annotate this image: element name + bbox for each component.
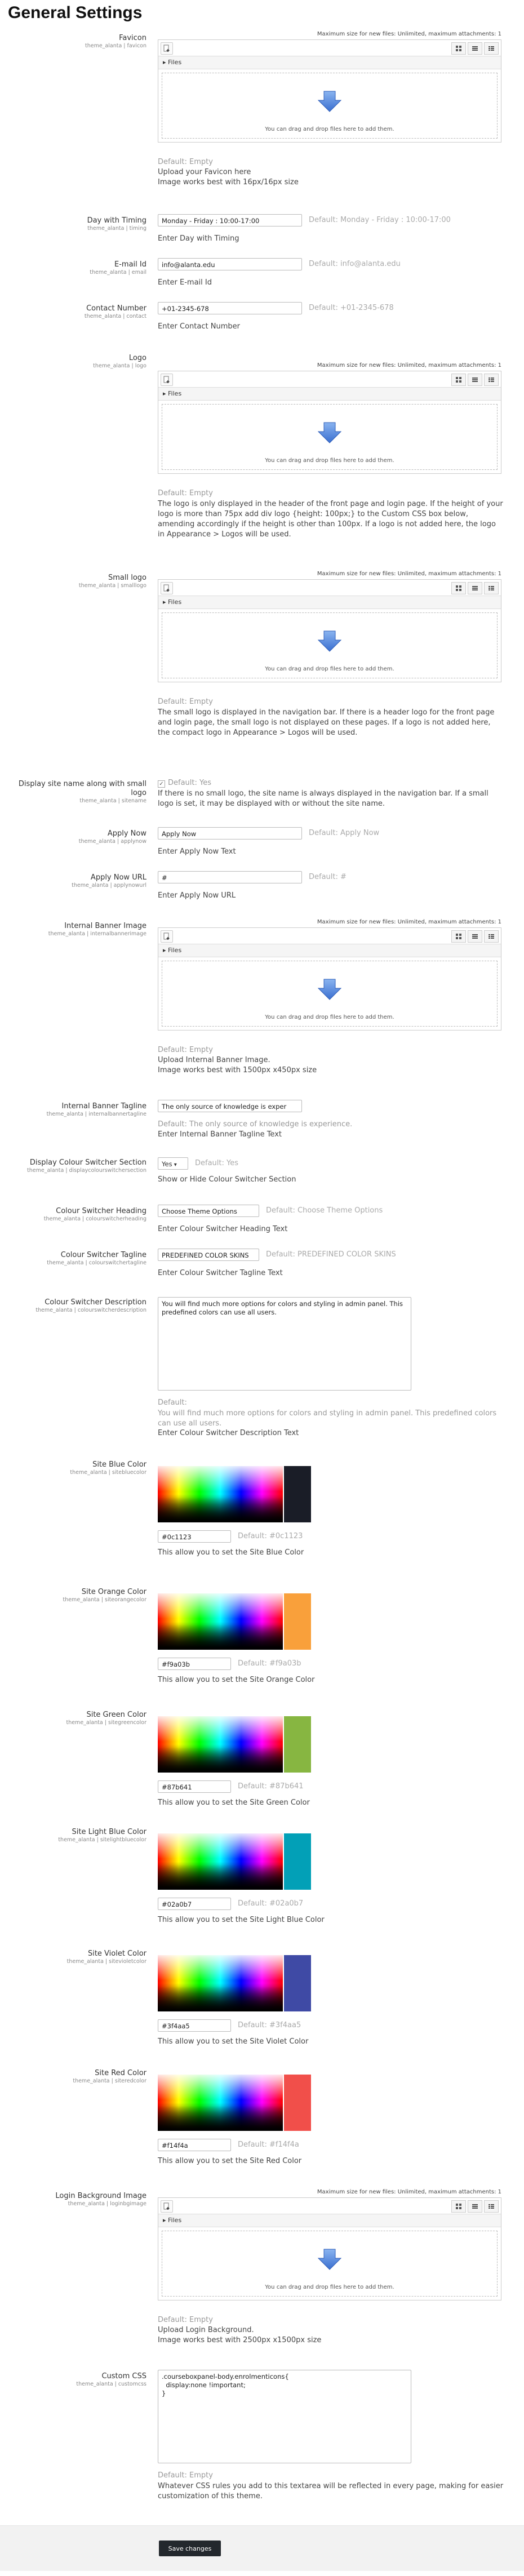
grid-view-icon[interactable] [451,374,466,386]
custom-css-textarea[interactable]: .courseboxpanel-body.enrolmenticons{ display:none !important; } [158,2370,411,2463]
file-manager [158,371,501,474]
site-light-blue-color-default: Default: #02a0b7 [238,1899,304,1908]
site-violet-color-label [6,1949,146,1965]
upload-arrow-icon [317,90,342,115]
switcher-description-default-text: You will find much more options for colors and styling in admin panel. This predefined colors can use all users. [158,1409,497,1428]
apply-now-url-input[interactable]: # [158,871,302,883]
upload-arrow-icon [317,630,342,655]
banner-size-help: Image works best with 1500px x450px size [158,1066,317,1074]
banner-tagline-default: Default: The only source of knowledge is experience. [158,1120,353,1129]
colour-switcher-label-text: Display Colour Switcher Section [29,1158,146,1167]
drop-zone[interactable] [162,961,498,1027]
color-spectrum-shade [158,2075,283,2131]
custom-css-default: Default: Empty [158,2471,213,2480]
switcher-description-default: Default: [158,1398,187,1407]
apply-now-label [6,829,146,845]
view-switcher [450,42,499,55]
grid-view-icon[interactable] [451,2200,466,2213]
site-light-blue-color-label-text: Site Light Blue Color [72,1828,146,1836]
site-orange-color-input[interactable]: #f9a03b [158,1658,231,1670]
site-red-color-help: This allow you to set the Site Red Color [158,2157,302,2165]
site-blue-color-default: Default: #0c1123 [238,1532,303,1540]
login-background-default: Default: Empty [158,2316,213,2324]
login-background-size-help: Image works best with 2500px x1500px size [158,2336,322,2344]
upload-arrow-icon [317,978,342,1003]
site-green-color-input[interactable]: #87b641 [158,1780,231,1793]
site-orange-color-swatch [283,1593,311,1650]
switcher-description-help: Enter Colour Switcher Description Text [158,1429,299,1437]
drop-zone[interactable] [162,612,498,678]
email-label-text: E-mail Id [114,260,146,269]
contact-number-input[interactable]: +01-2345-678 [158,302,302,314]
detail-view-icon[interactable] [484,42,499,55]
drop-zone[interactable] [162,73,498,139]
folder-icon: ▸ [163,59,168,66]
files-label: Files [168,2217,182,2224]
favicon-setting-key: theme_alanta | favicon [85,43,146,49]
logo-help: The logo is only displayed in the header of the front page and login page. If the height of your logo is more than 75px add div logo {height: 100px;} to the Custom CSS box below, amending accordingly if the height is other than 100px. If a logo is not added here, the logo in Appearance > Logos will be used. [158,500,503,539]
favicon-label-text: Favicon [119,34,146,42]
detail-view-icon[interactable] [484,2200,499,2213]
favicon-default: Default: Empty [158,158,213,166]
file-manager [158,927,501,1031]
apply-now-default: Default: Apply Now [309,829,380,837]
switcher-heading-help: Enter Colour Switcher Heading Text [158,1225,288,1233]
colour-switcher-label [6,1158,146,1174]
site-blue-color-label-text: Site Blue Color [92,1460,146,1469]
drop-zone[interactable] [162,404,498,470]
view-switcher [450,2200,499,2213]
max-size-info: Maximum size for new files: Unlimited, maximum attachments: 1 [317,919,501,925]
site-blue-color-swatch [283,1466,311,1522]
apply-now-url-default: Default: # [309,873,347,881]
save-changes-button[interactable]: Save changes [159,2541,221,2556]
site-red-color-label [6,2069,146,2085]
favicon-label [6,34,146,50]
custom-css-setting-key: theme_alanta | customcss [76,2381,146,2387]
logo-label-text: Logo [128,354,146,362]
page-title: General Settings [8,3,143,22]
apply-now-url-label-text: Apply Now URL [90,873,146,882]
contact-number-help: Enter Contact Number [158,322,240,331]
site-light-blue-color-picker[interactable] [158,1833,311,1890]
login-background-help: Upload Login Background. [158,2326,254,2334]
banner-tagline-label [6,1102,146,1118]
contact-number-label-text: Contact Number [86,304,146,313]
site-red-color-input[interactable]: #f14f4a [158,2139,231,2151]
colour-switcher-setting-key: theme_alanta | displaycolourswitchersection [27,1167,146,1174]
logo-setting-key: theme_alanta | logo [93,363,146,369]
day-timing-input[interactable]: Monday - Friday : 10:00-17:00 [158,214,302,226]
site-violet-color-swatch [283,1955,311,2011]
list-view-icon[interactable] [468,42,482,55]
list-view-icon[interactable] [468,930,482,943]
apply-now-setting-key: theme_alanta | applynow [78,838,146,845]
site-red-color-default: Default: #f14f4a [238,2140,299,2149]
folder-icon: ▸ [163,2217,168,2224]
list-view-icon[interactable] [468,582,482,594]
banner-help: Upload Internal Banner Image. [158,1056,270,1064]
site-red-color-setting-key: theme_alanta | siteredcolor [73,2078,146,2084]
login-background-label-text: Login Background Image [55,2192,146,2200]
site-blue-color-help: This allow you to set the Site Blue Color [158,1548,304,1557]
switcher-heading-setting-key: theme_alanta | colourswitcherheading [43,1216,146,1222]
site-blue-color-input[interactable]: #0c1123 [158,1530,231,1543]
detail-view-icon[interactable] [484,930,499,943]
contact-number-label [6,304,146,320]
colour-switcher-select[interactable] [158,1157,188,1170]
site-light-blue-color-swatch [283,1833,311,1890]
email-label [6,260,146,276]
site-red-color-picker[interactable] [158,2075,311,2131]
banner-tagline-help: Enter Internal Banner Tagline Text [158,1130,282,1139]
view-switcher [450,374,499,386]
logo-default: Default: Empty [158,489,213,498]
site-blue-color-picker[interactable] [158,1466,311,1522]
site-orange-color-default: Default: #f9a03b [238,1659,301,1668]
banner-image-label-text: Internal Banner Image [64,922,146,930]
apply-now-url-label [6,873,146,889]
file-manager [158,2197,501,2300]
site-light-blue-color-label [6,1828,146,1844]
color-spectrum-shade [158,1466,283,1522]
site-green-color-help: This allow you to set the Site Green Color [158,1798,310,1807]
apply-now-help: Enter Apply Now Text [158,847,236,856]
file-manager [158,39,501,143]
site-red-color-label-text: Site Red Color [95,2069,146,2077]
site-violet-color-input[interactable]: #3f4aa5 [158,2019,231,2032]
grid-view-icon[interactable] [451,582,466,594]
file-toolbar [158,371,501,388]
files-label: Files [168,598,182,606]
site-green-color-default: Default: #87b641 [238,1782,304,1791]
file-toolbar [158,928,501,944]
switcher-description-label [6,1298,146,1314]
site-orange-color-label [6,1588,146,1604]
banner-tagline-label-text: Internal Banner Tagline [61,1102,146,1111]
grid-view-icon[interactable] [451,930,466,943]
drop-zone-text: You can drag and drop files here to add them. [265,126,394,132]
folder-icon: ▸ [163,390,168,397]
upload-arrow-icon [317,421,342,446]
contact-number-default: Default: +01-2345-678 [309,304,394,312]
files-breadcrumb[interactable] [158,56,501,69]
drop-zone-text: You can drag and drop files here to add them. [265,2284,394,2290]
site-light-blue-color-setting-key: theme_alanta | sitelightbluecolor [58,1837,146,1843]
favicon-help: Upload your Favicon here [158,168,251,176]
logo-label [6,354,146,370]
banner-image-setting-key: theme_alanta | internalbannerimage [48,931,146,937]
file-toolbar [158,2198,501,2214]
site-violet-color-setting-key: theme_alanta | sitevioletcolor [66,1958,146,1965]
add-file-icon[interactable] [161,582,173,594]
custom-css-label-text: Custom CSS [101,2372,146,2380]
day-timing-help: Enter Day with Timing [158,234,239,243]
list-view-icon[interactable] [468,374,482,386]
color-spectrum-shade [158,1716,283,1773]
switcher-tagline-default: Default: PREDEFINED COLOR SKINS [266,1250,396,1259]
chevron-down-icon: ▾ [172,1162,177,1168]
switcher-tagline-input[interactable]: PREDEFINED COLOR SKINS [158,1249,259,1261]
switcher-description-setting-key: theme_alanta | colourswitcherdescription [35,1307,146,1313]
switcher-description-label-text: Colour Switcher Description [45,1298,146,1307]
drop-zone-text: You can drag and drop files here to add them. [265,1014,394,1020]
site-green-color-label [6,1711,146,1726]
switcher-tagline-label [6,1251,146,1267]
colour-switcher-help: Show or Hide Colour Switcher Section [158,1175,296,1184]
add-file-icon[interactable] [161,2200,173,2213]
add-file-icon[interactable] [161,374,173,386]
site-light-blue-color-input[interactable]: #02a0b7 [158,1898,231,1910]
switcher-heading-default: Default: Choose Theme Options [266,1206,383,1215]
files-label: Files [168,390,182,397]
drop-zone[interactable] [162,2231,498,2297]
switcher-heading-input[interactable]: Choose Theme Options [158,1205,259,1217]
grid-view-icon[interactable] [451,42,466,55]
files-breadcrumb[interactable] [158,596,501,609]
max-size-info: Maximum size for new files: Unlimited, maximum attachments: 1 [317,2189,501,2195]
file-manager [158,579,501,682]
apply-now-label-text: Apply Now [107,829,146,838]
color-spectrum-shade [158,1955,283,2011]
apply-now-input[interactable]: Apply Now [158,827,302,840]
site-name-setting-key: theme_alanta | sitename [79,798,146,804]
banner-tagline-setting-key: theme_alanta | internalbannertagline [46,1111,146,1117]
site-name-checkbox[interactable]: ✓ [158,780,165,788]
add-file-icon[interactable] [161,42,173,55]
site-orange-color-help: This allow you to set the Site Orange Color [158,1676,315,1684]
folder-icon: ▸ [163,947,168,954]
add-file-icon[interactable] [161,930,173,943]
drop-zone-text: You can drag and drop files here to add them. [265,458,394,464]
files-breadcrumb[interactable] [158,2214,501,2227]
site-orange-color-label-text: Site Orange Color [81,1588,146,1596]
site-name-row [158,779,211,788]
banner-default: Default: Empty [158,1046,213,1054]
folder-icon: ▸ [163,598,168,606]
drop-zone-text: You can drag and drop files here to add them. [265,666,394,672]
site-name-label-text: Display site name along with small logo [18,780,146,797]
small-logo-help: The small logo is displayed in the navigation bar. If there is a header logo for the front page and login page, the small logo is not displayed on these pages. If a logo is not added here, the compact logo in Appearance > Logos will be used. [158,708,495,737]
files-label: Files [168,59,182,66]
colour-switcher-value: Yes [162,1160,172,1168]
site-green-color-setting-key: theme_alanta | sitegreencolor [66,1720,146,1726]
day-timing-label [6,216,146,232]
detail-view-icon[interactable] [484,374,499,386]
site-blue-color-label [6,1460,146,1476]
apply-now-url-setting-key: theme_alanta | applynowurl [72,882,146,889]
color-spectrum-shade [158,1833,283,1890]
banner-image-label [6,922,146,938]
site-name-label [6,780,146,805]
file-toolbar [158,580,501,596]
small-logo-label [6,574,146,589]
email-input[interactable]: info@alanta.edu [158,258,302,270]
day-timing-label-text: Day with Timing [87,216,146,225]
small-logo-setting-key: theme_alanta | smalllogo [78,583,146,589]
max-size-info: Maximum size for new files: Unlimited, maximum attachments: 1 [317,571,501,577]
site-name-help: If there is no small logo, the site name is always displayed in the navigation bar. If a small logo is set, it may be displayed with or without the site name. [158,789,489,808]
login-background-label [6,2192,146,2208]
view-switcher [450,930,499,943]
site-violet-color-help: This allow you to set the Site Violet Color [158,2037,309,2046]
favicon-size-help: Image works best with 16px/16px size [158,178,299,186]
site-green-color-swatch [283,1716,311,1773]
switcher-tagline-setting-key: theme_alanta | colourswitchertagline [47,1260,146,1266]
upload-arrow-icon [317,2248,342,2273]
contact-number-setting-key: theme_alanta | contact [84,313,146,319]
view-switcher [450,582,499,594]
colour-switcher-default: Default: Yes [195,1159,238,1167]
email-default: Default: info@alanta.edu [309,260,401,268]
max-size-info: Maximum size for new files: Unlimited, maximum attachments: 1 [317,31,501,37]
site-orange-color-setting-key: theme_alanta | siteorangecolor [63,1597,146,1603]
site-light-blue-color-help: This allow you to set the Site Light Blue Color [158,1916,325,1924]
small-logo-default: Default: Empty [158,698,213,706]
files-breadcrumb[interactable] [158,944,501,957]
list-view-icon[interactable] [468,2200,482,2213]
files-label: Files [168,947,182,954]
site-violet-color-picker[interactable] [158,1955,311,2011]
site-red-color-swatch [283,2075,311,2131]
switcher-description-textarea[interactable]: You will find much more options for colors and styling in admin panel. This predefined colors can use all users. [158,1297,411,1391]
site-violet-color-default: Default: #3f4aa5 [238,2021,301,2029]
switcher-heading-label [6,1207,146,1223]
switcher-tagline-label-text: Colour Switcher Tagline [60,1251,146,1259]
site-green-color-label-text: Site Green Color [86,1711,146,1719]
site-name-default: Default: Yes [168,779,211,787]
max-size-info: Maximum size for new files: Unlimited, maximum attachments: 1 [317,362,501,368]
detail-view-icon[interactable] [484,582,499,594]
color-spectrum-shade [158,1593,283,1650]
site-orange-color-picker[interactable] [158,1593,311,1650]
switcher-heading-label-text: Colour Switcher Heading [56,1207,146,1215]
day-timing-setting-key: theme_alanta | timing [87,225,146,232]
site-green-color-picker[interactable] [158,1716,311,1773]
site-violet-color-label-text: Site Violet Color [87,1949,146,1958]
custom-css-label [6,2372,146,2388]
email-setting-key: theme_alanta | email [90,269,146,276]
files-breadcrumb[interactable] [158,388,501,401]
apply-now-url-help: Enter Apply Now URL [158,891,236,900]
email-help: Enter E-mail Id [158,278,212,287]
file-toolbar [158,40,501,56]
site-blue-color-setting-key: theme_alanta | sitebluecolor [70,1469,146,1476]
login-background-setting-key: theme_alanta | loginbgimage [68,2201,146,2207]
switcher-tagline-help: Enter Colour Switcher Tagline Text [158,1269,283,1277]
save-bar [0,2525,524,2571]
small-logo-label-text: Small logo [108,574,146,582]
custom-css-help: Whatever CSS rules you add to this textarea will be reflected in every page, making for easier customization of this theme. [158,2482,504,2501]
day-timing-default: Default: Monday - Friday : 10:00-17:00 [309,216,451,224]
banner-tagline-input[interactable]: The only source of knowledge is exper [158,1100,302,1112]
